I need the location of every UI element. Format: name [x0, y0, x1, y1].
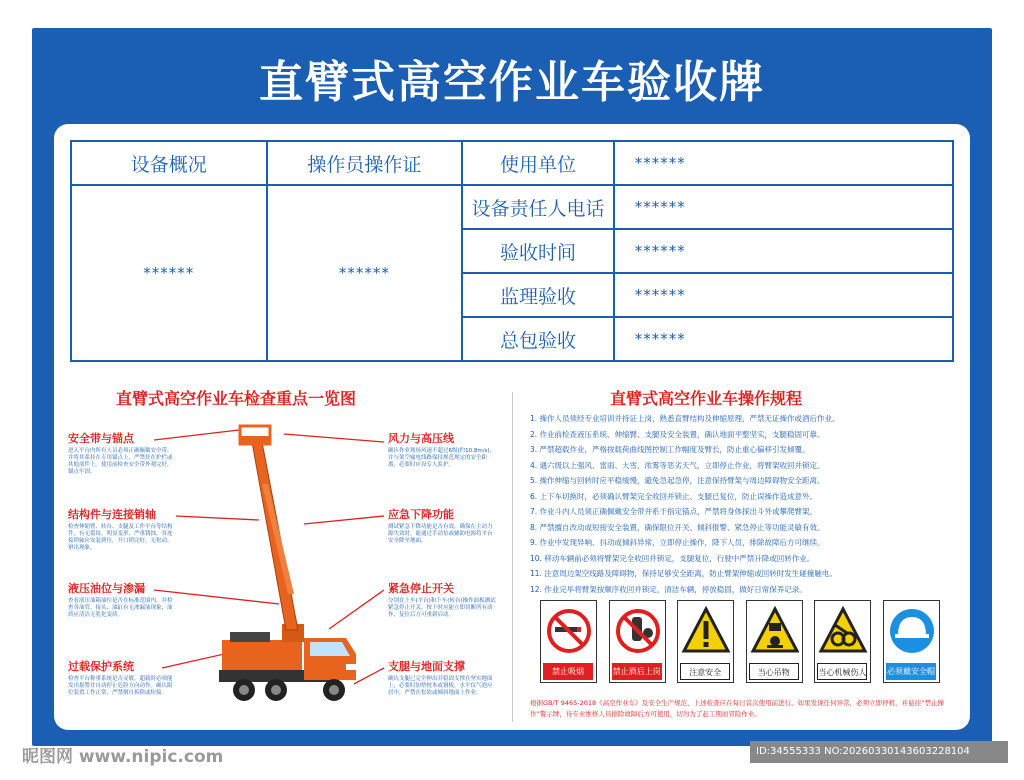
rule-item: 11. 注意周边架空线路及障碍物，保持足够安全距离，防止臂架伸缩或回转时发生碰撞触电。 [530, 569, 837, 578]
row-label: 验收时间 [462, 229, 614, 273]
row-value: ****** [614, 273, 953, 317]
checkpoint-item: 风力与高压线 确认作业现场风速不超过6级(约10.8m/s)，并与架空输电线路保持规范规定的安全距离，必要时应设专人监护。 [388, 432, 496, 468]
sign-label: 当心机械伤人 [817, 663, 867, 680]
row-label: 总包验收 [462, 317, 614, 361]
checkpoint-item: 安全带与锚点 进入平台内所有人员必须正确佩戴安全带，并将其系挂在专用锚点上，严禁挂在护栏或其他部件上。使用前检查安全带外观完好，锚点牢固。 [68, 432, 173, 475]
rule-item: 8. 严禁擅自改动或短接安全装置，确保限位开关、倾斜报警、紧急停止等功能灵敏有效。 [530, 522, 825, 532]
sign-caution [677, 600, 734, 683]
checkpoint-item: 支腿与地面支撑 确认支腿已完全伸出并稳固支撑在坚实地面上，必要时加垫枕木或钢板，水平仪气泡应居中，严禁在松软或倾斜地面上作业。 [388, 660, 493, 696]
no-smoking-icon [543, 603, 595, 663]
checkpoints-title: 直臂式高空作业车检查重点一览图 [116, 389, 357, 408]
checkpoint-item: 过载保护系统 检查平台称重系统是否灵敏，超载时必须能发出报警并自动停止危险方向动作。确认限位装置工作正常，严禁擅自拆除或短接。 [68, 660, 173, 696]
watermark-right: ID:34555333 NO:20260330143603228104 [750, 741, 1008, 763]
checkpoint-item: 结构件与连接销轴 检查伸缩臂、转台、支腿及工作平台等结构件，有无裂纹、明显变形、严重锈蚀。各连接销轴应安装到位，开口销完好，无松动、窜出现象。 [68, 508, 173, 551]
falling-object-icon [749, 603, 801, 663]
rule-item: 4. 遇六级以上强风、雷雨、大雪、浓雾等恶劣天气，立即停止作业，将臂架收回并锁定。 [530, 460, 825, 470]
sign-no-drink [609, 600, 666, 683]
checkpoint-item: 应急下降功能 测试紧急下降功能是否有效，确保在主动力源失效时，能通过手动泵或辅助电源将平台安全降至地面。 [388, 508, 493, 544]
sign-machine-injury [814, 600, 871, 683]
checkpoint-item: 紧急停止开关 分别在上车(平台)和下车(转台)操作面板测试紧急停止开关，按下时应能立即切断所有动作，复位后方可重新启动。 [388, 582, 496, 618]
row-value: ****** [614, 185, 953, 229]
sign-label: 必须戴安全帽 [886, 663, 936, 680]
section-divider [512, 392, 513, 722]
equipment-value: ****** [71, 185, 267, 361]
header-operator-cert: 操作员操作证 [267, 141, 463, 185]
sign-helmet [883, 600, 940, 683]
rule-item: 12. 作业完毕将臂架按顺序收回并锁定，清洁车辆，停放稳固，做好日常保养记录。 [530, 584, 807, 594]
sign-no-smoking [540, 600, 597, 683]
row-label: 设备责任人电话 [462, 185, 614, 229]
rule-item: 3. 严禁超载作业，严格按载荷曲线图控制工作幅度及臂长，防止重心偏移引发倾覆。 [530, 445, 810, 454]
rule-item: 1. 操作人员须经专业培训并持证上岗，熟悉直臂结构及伸缩原理，严禁无证操作或酒后作业。 [530, 414, 840, 423]
rule-item: 7. 作业斗内人员须正确佩戴安全带并系于指定锚点，严禁将身体探出斗外或攀爬臂架。 [530, 507, 818, 516]
sign-label: 禁止酒后上岗 [612, 663, 662, 680]
rule-item: 6. 上下车切换时，必须确认臂架完全收回并锁止、支腿已复位，防止误操作造成意外。 [530, 491, 818, 501]
rule-item: 5. 操作伸缩与回转时应平稳缓慢，避免急起急停，注意保持臂架与周边障碍物安全距离。 [530, 476, 825, 485]
footer-note: 根据GB/T 9465-2018《高空作业车》及安全生产规范，上述检查应在每日首次使用前进行。如果发现任何异常，必须立即停机，并悬挂“禁止操作”警示牌，待专业维修人员排除故障后方可使用，切勿为了赶工期而冒险作业。 [530, 699, 945, 718]
machine-injury-icon [817, 603, 869, 663]
rules-list [530, 411, 955, 597]
board-title: 直臂式高空作业车验收牌 [259, 57, 765, 108]
row-label: 使用单位 [462, 141, 614, 185]
helmet-icon [886, 603, 938, 663]
rule-item: 9. 作业中发现异响、抖动或倾斜异常，立即停止操作，降下人员，排除故障后方可继续。 [530, 538, 825, 547]
truck-icon [219, 426, 356, 701]
rules-title: 直臂式高空作业车操作规程 [610, 389, 803, 408]
watermark-left: 昵图网 www.nipic.com [22, 747, 224, 767]
checkpoint-item: 液压油位与渗漏 查看液压油箱油位是否在标准范围内，并检查各油管、接头、油缸有无渗漏油现象，油质应清洁无乳化变质。 [68, 582, 173, 618]
acceptance-board [32, 28, 992, 746]
rule-item: 10. 移动车辆前必须将臂架完全收回并锁定，支腿复位，行驶中严禁升降或回转作业。 [530, 553, 815, 563]
rule-item: 2. 作业前检查液压系统、伸缩臂、支腿及安全装置，确认地面平整坚实，支腿稳固可靠。 [530, 429, 825, 439]
sign-label: 注意安全 [680, 663, 730, 680]
content-panel [54, 124, 970, 730]
header-equipment: 设备概况 [71, 141, 267, 185]
row-value: ****** [614, 141, 953, 185]
caution-icon [680, 603, 732, 663]
sign-falling-object [746, 600, 803, 683]
safety-signs [540, 600, 940, 685]
no-climbing-icon [612, 603, 664, 663]
sign-label: 当心吊物 [749, 663, 799, 680]
row-value: ****** [614, 317, 953, 361]
row-label: 监理验收 [462, 273, 614, 317]
sign-label: 禁止吸烟 [543, 663, 593, 680]
operator-cert-value: ****** [267, 185, 463, 361]
row-value: ****** [614, 229, 953, 273]
